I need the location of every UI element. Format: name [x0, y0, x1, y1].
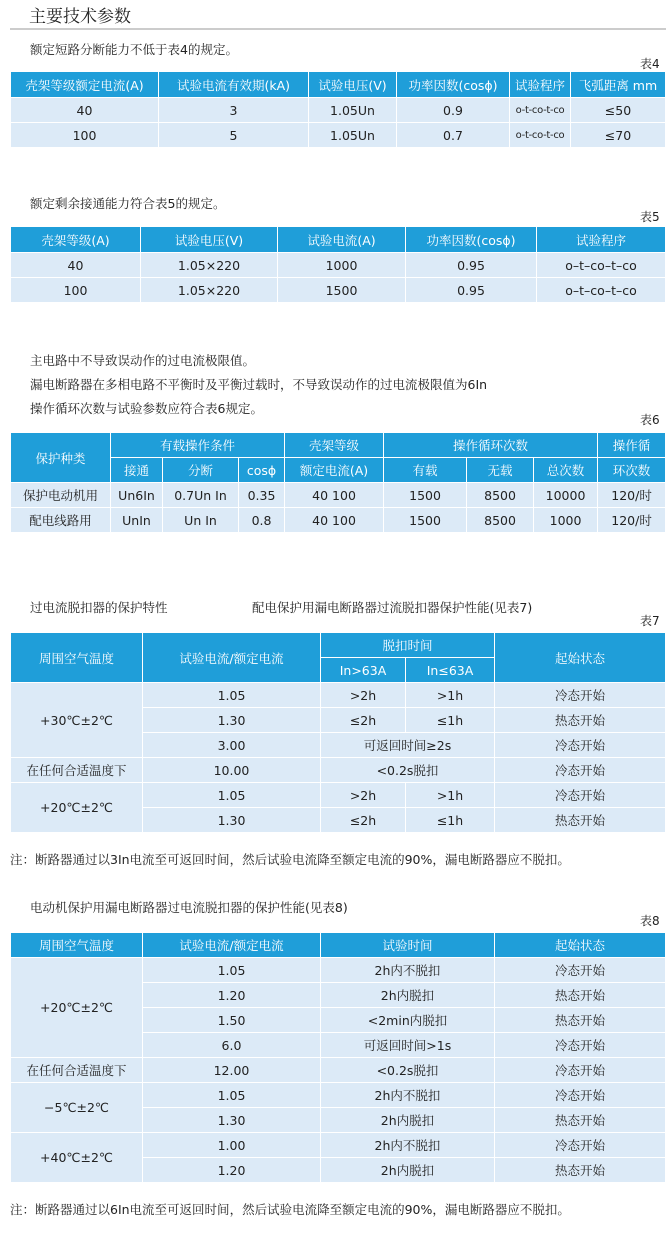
cell: <0.2s脱扣 — [321, 1058, 495, 1083]
table-row — [11, 278, 666, 303]
cell: 2h内脱扣 — [321, 1108, 495, 1133]
cell: 8500 — [467, 483, 534, 508]
cell: 6.0 — [143, 1033, 321, 1058]
cell: 冷态开始 — [495, 958, 666, 983]
table-row — [11, 483, 666, 508]
header-cell: 保护种类 — [11, 433, 111, 483]
table5-label: 表5 — [640, 210, 660, 224]
header-cell: 额定电流(A) — [285, 458, 384, 483]
header-cell: 试验电流(A) — [278, 227, 406, 253]
cell: 1.00 — [143, 1133, 321, 1158]
cell: 可返回时间≥2s — [321, 733, 495, 758]
cell: >1h — [406, 683, 495, 708]
cell: 2h内不脱扣 — [321, 1133, 495, 1158]
cell: 热态开始 — [495, 708, 666, 733]
header-cell: 总次数 — [534, 458, 598, 483]
table-6 — [10, 432, 666, 533]
header-cell: 脱扣时间 — [321, 633, 495, 658]
header-cell: 试验电压(V) — [309, 72, 397, 98]
cell: 40 — [11, 253, 141, 278]
cell: 40 100 — [285, 483, 384, 508]
header-cell: 分断 — [163, 458, 239, 483]
cell: UnIn — [111, 508, 163, 533]
cell: 1.05 — [143, 958, 321, 983]
header-cell: 操作循环次数 — [384, 433, 598, 458]
table-5 — [10, 226, 666, 303]
cell: 热态开始 — [495, 983, 666, 1008]
cell: <0.2s脱扣 — [321, 758, 495, 783]
cell: >2h — [321, 783, 406, 808]
cell: 冷态开始 — [495, 783, 666, 808]
table6-label: 表6 — [640, 413, 660, 427]
cell: 8500 — [467, 508, 534, 533]
header-cell: 壳架等级额定电流(A) — [11, 72, 159, 98]
header-cell: 有载 — [384, 458, 467, 483]
sec3-line3: 操作循环次数与试验参数应符合表6规定。 — [30, 401, 263, 416]
cell: 可返回时间>1s — [321, 1033, 495, 1058]
header-cell: 试验电流有效期(kA) — [159, 72, 309, 98]
cell: 100 — [11, 278, 141, 303]
cell: 5 — [159, 123, 309, 148]
table-row — [11, 758, 666, 783]
cell: 0.9 — [397, 98, 510, 123]
cell: 1.05Un — [309, 98, 397, 123]
cell: 1.50 — [143, 1008, 321, 1033]
header-cell: 试验程序 — [510, 72, 571, 98]
header-cell: 起始状态 — [495, 933, 666, 958]
header-cell: 操作循 — [598, 433, 666, 458]
table8-label: 表8 — [640, 914, 660, 928]
cell: 0.35 — [239, 483, 285, 508]
cell: <2min内脱扣 — [321, 1008, 495, 1033]
cell: 10000 — [534, 483, 598, 508]
cell: 1000 — [534, 508, 598, 533]
cell: 热态开始 — [495, 808, 666, 833]
header-cell: 试验时间 — [321, 933, 495, 958]
table4-label: 表4 — [640, 57, 660, 71]
cell: 120/时 — [598, 508, 666, 533]
cell: 1.30 — [143, 708, 321, 733]
table-row — [11, 683, 666, 708]
table8-note: 注：断路器通过以6In电流至可返回时间，然后试验电流降至额定电流的90%，漏电断路器应不脱扣。 — [10, 1202, 570, 1217]
cell: 3.00 — [143, 733, 321, 758]
cell: ≤70 — [571, 123, 666, 148]
cell: 10.00 — [143, 758, 321, 783]
cell: 100 — [11, 123, 159, 148]
cell: 1.30 — [143, 808, 321, 833]
sec2-text: 额定剩余接通能力符合表5的规定。 — [30, 196, 226, 211]
header-cell: 接通 — [111, 458, 163, 483]
cell: 热态开始 — [495, 1158, 666, 1183]
cell: 在任何合适温度下 — [11, 1058, 143, 1083]
cell: +20℃±2℃ — [11, 958, 143, 1058]
cell: o-t-co-t-co — [510, 98, 571, 123]
cell: >2h — [321, 683, 406, 708]
cell: 0.7Un In — [163, 483, 239, 508]
cell: 2h内脱扣 — [321, 983, 495, 1008]
cell: 1.05 — [143, 783, 321, 808]
cell: 1.20 — [143, 983, 321, 1008]
cell: o–t–co–t–co — [537, 253, 666, 278]
cell: 3 — [159, 98, 309, 123]
cell: 1.20 — [143, 1158, 321, 1183]
cell: 配电线路用 — [11, 508, 111, 533]
sec4-left-text: 过电流脱扣器的保护特性 — [30, 600, 168, 615]
cell: +40℃±2℃ — [11, 1133, 143, 1183]
cell: 1.05 — [143, 683, 321, 708]
table-row — [11, 98, 666, 123]
cell: 12.00 — [143, 1058, 321, 1083]
table-row — [11, 1083, 666, 1108]
cell: 120/时 — [598, 483, 666, 508]
sec3-line1: 主电路中不导致误动作的过电流极限值。 — [30, 353, 256, 368]
table-row — [11, 123, 666, 148]
page-title: 主要技术参数 — [29, 7, 131, 27]
header-cell: In≤63A — [406, 658, 495, 683]
sec3-line2: 漏电断路器在多相电路不平衡时及平衡过载时，不导致误动作的过电流极限值为6In — [30, 377, 488, 392]
cell: 40 — [11, 98, 159, 123]
header-cell: 功率因数(cosϕ) — [397, 72, 510, 98]
cell: 0.7 — [397, 123, 510, 148]
header-cell: 试验程序 — [537, 227, 666, 253]
table-row — [11, 1133, 666, 1158]
header-cell: 起始状态 — [495, 633, 666, 683]
cell: +20℃±2℃ — [11, 783, 143, 833]
table-row — [11, 253, 666, 278]
table-7 — [10, 632, 666, 833]
header-cell: 环次数 — [598, 458, 666, 483]
table7-note: 注：断路器通过以3In电流至可返回时间，然后试验电流降至额定电流的90%，漏电断路器应不脱扣。 — [10, 852, 570, 867]
cell: 1.30 — [143, 1108, 321, 1133]
sec4-right-text: 配电保护用漏电断路器过流脱扣器保护性能(见表7) — [252, 600, 533, 615]
table-row — [11, 958, 666, 983]
cell: ≤2h — [321, 808, 406, 833]
header-cell: 无载 — [467, 458, 534, 483]
table7-label: 表7 — [640, 614, 660, 628]
cell: ≤50 — [571, 98, 666, 123]
header-cell: 试验电流/额定电流 — [143, 933, 321, 958]
header-cell: 飞弧距离 mm — [571, 72, 666, 98]
cell: 1500 — [384, 483, 467, 508]
cell: 冷态开始 — [495, 1058, 666, 1083]
header-cell: 有载操作条件 — [111, 433, 285, 458]
cell: ≤1h — [406, 808, 495, 833]
header-cell: 试验电流/额定电流 — [143, 633, 321, 683]
header-cell: 功率因数(cosϕ) — [406, 227, 537, 253]
cell: >1h — [406, 783, 495, 808]
cell: 0.8 — [239, 508, 285, 533]
table-row — [11, 1058, 666, 1083]
cell: o–t–co–t–co — [537, 278, 666, 303]
cell: o-t-co-t-co — [510, 123, 571, 148]
cell: 2h内不脱扣 — [321, 958, 495, 983]
cell: 40 100 — [285, 508, 384, 533]
cell: 热态开始 — [495, 1108, 666, 1133]
title-divider — [10, 28, 666, 30]
cell: 2h内脱扣 — [321, 1158, 495, 1183]
table-8 — [10, 932, 666, 1183]
cell: 1.05×220 — [141, 278, 278, 303]
header-cell: 壳架等级 — [285, 433, 384, 458]
table-row — [11, 508, 666, 533]
header-cell: cosϕ — [239, 458, 285, 483]
cell: 1.05Un — [309, 123, 397, 148]
table-4 — [10, 71, 666, 148]
table-row — [11, 783, 666, 808]
cell: 0.95 — [406, 278, 537, 303]
cell: 1000 — [278, 253, 406, 278]
cell: 冷态开始 — [495, 1083, 666, 1108]
cell: Un6In — [111, 483, 163, 508]
header-cell: 试验电压(V) — [141, 227, 278, 253]
cell: −5℃±2℃ — [11, 1083, 143, 1133]
cell: 1500 — [278, 278, 406, 303]
cell: ≤1h — [406, 708, 495, 733]
cell: 在任何合适温度下 — [11, 758, 143, 783]
cell: 冷态开始 — [495, 758, 666, 783]
header-cell: 壳架等级(A) — [11, 227, 141, 253]
cell: +30℃±2℃ — [11, 683, 143, 758]
cell: 0.95 — [406, 253, 537, 278]
cell: 1.05×220 — [141, 253, 278, 278]
cell: 2h内不脱扣 — [321, 1083, 495, 1108]
cell: Un In — [163, 508, 239, 533]
header-cell: In>63A — [321, 658, 406, 683]
cell: 保护电动机用 — [11, 483, 111, 508]
sec5-text: 电动机保护用漏电断路器过电流脱扣器的保护性能(见表8) — [30, 900, 348, 915]
cell: 1500 — [384, 508, 467, 533]
cell: 冷态开始 — [495, 733, 666, 758]
sec1-text: 额定短路分断能力不低于表4的规定。 — [30, 42, 238, 57]
cell: ≤2h — [321, 708, 406, 733]
cell: 冷态开始 — [495, 1133, 666, 1158]
cell: 1.05 — [143, 1083, 321, 1108]
cell: 冷态开始 — [495, 1033, 666, 1058]
header-cell: 周围空气温度 — [11, 633, 143, 683]
header-cell: 周围空气温度 — [11, 933, 143, 958]
cell: 冷态开始 — [495, 683, 666, 708]
cell: 热态开始 — [495, 1008, 666, 1033]
